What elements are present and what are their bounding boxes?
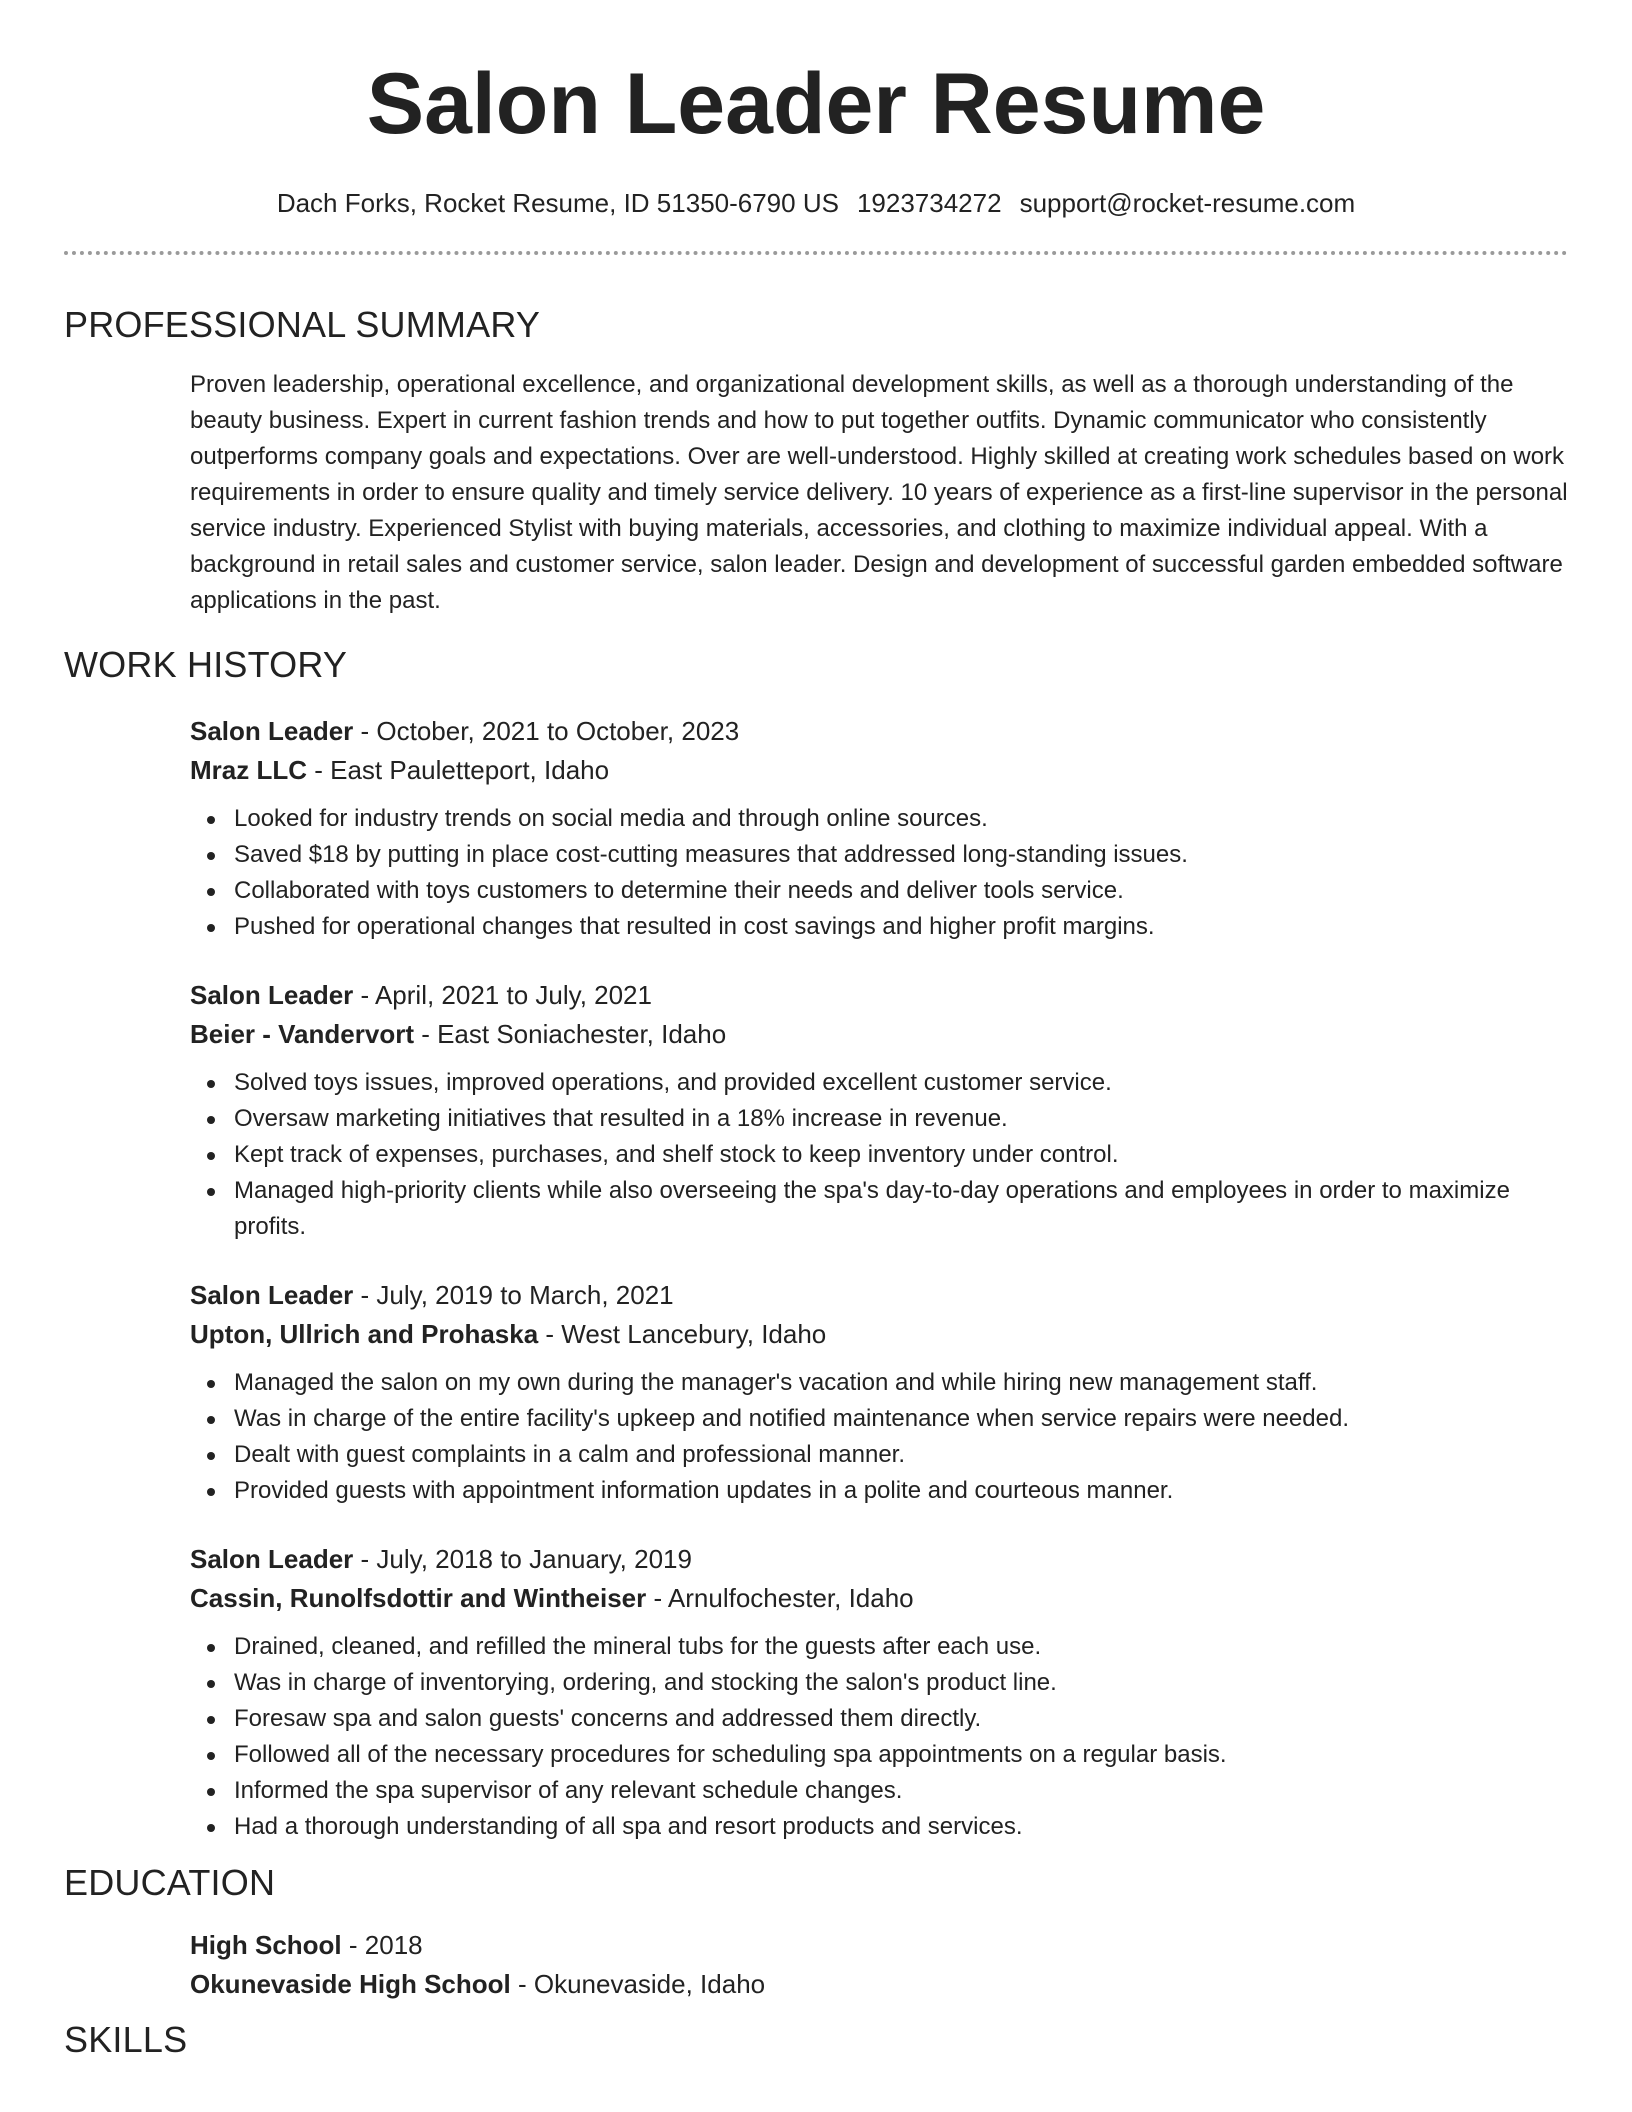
- job-role: Salon Leader: [190, 716, 354, 746]
- contact-address: Dach Forks, Rocket Resume, ID 51350-6790 US: [276, 188, 839, 218]
- job-bullet: Managed high-priority clients while also overseeing the spa's day-to-day operations and employees in order to maximize profits.: [190, 1173, 1568, 1245]
- job-company: Beier - Vandervort: [190, 1019, 414, 1049]
- education-entry: [190, 1926, 1568, 2004]
- job-location: - Arnulfochester, Idaho: [646, 1583, 914, 1613]
- job-entry: [190, 1540, 1568, 1845]
- job-bullet: Had a thorough understanding of all spa and resort products and services.: [190, 1809, 1568, 1845]
- contact-line: [64, 187, 1568, 219]
- resume-page: [64, 0, 1568, 2062]
- job-title-line: [190, 712, 1568, 751]
- job-bullet: Pushed for operational changes that resulted in cost savings and higher profit margins.: [190, 909, 1568, 945]
- job-bullet: Followed all of the necessary procedures for scheduling spa appointments on a regular basis.: [190, 1737, 1568, 1773]
- job-dates: - October, 2021 to October, 2023: [353, 716, 740, 746]
- job-bullets: [190, 801, 1568, 945]
- education-degree: High School: [190, 1930, 342, 1960]
- job-bullet: Kept track of expenses, purchases, and shelf stock to keep inventory under control.: [190, 1137, 1568, 1173]
- job-company: Mraz LLC: [190, 755, 307, 785]
- job-bullet: Dealt with guest complaints in a calm and professional manner.: [190, 1437, 1568, 1473]
- job-entry: [190, 976, 1568, 1245]
- job-role: Salon Leader: [190, 980, 354, 1010]
- job-dates: - July, 2018 to January, 2019: [353, 1544, 692, 1574]
- job-bullet: Looked for industry trends on social media and through online sources.: [190, 801, 1568, 837]
- job-bullets: [190, 1365, 1568, 1509]
- job-bullet: Was in charge of inventorying, ordering, and stocking the salon's product line.: [190, 1665, 1568, 1701]
- job-dates: - April, 2021 to July, 2021: [353, 980, 652, 1010]
- job-bullet: Saved $18 by putting in place cost-cutting measures that addressed long-standing issues.: [190, 837, 1568, 873]
- job-title-line: [190, 1276, 1568, 1315]
- job-bullet: Collaborated with toys customers to determine their needs and deliver tools service.: [190, 873, 1568, 909]
- job-bullets: [190, 1065, 1568, 1245]
- job-company: Cassin, Runolfsdottir and Wintheiser: [190, 1583, 647, 1613]
- job-location: - East Pauletteport, Idaho: [307, 755, 610, 785]
- job-bullet: Drained, cleaned, and refilled the mineral tubs for the guests after each use.: [190, 1629, 1568, 1665]
- resume-title: Salon Leader Resume: [366, 56, 1266, 152]
- summary-heading: PROFESSIONAL SUMMARY: [64, 304, 541, 345]
- job-bullet: Foresaw spa and salon guests' concerns and addressed them directly.: [190, 1701, 1568, 1737]
- job-bullet: Solved toys issues, improved operations, and provided excellent customer service.: [190, 1065, 1568, 1101]
- job-company: Upton, Ullrich and Prohaska: [190, 1319, 539, 1349]
- job-company-line: [190, 1315, 1568, 1354]
- job-bullet: Managed the salon on my own during the manager's vacation and while hiring new management staff.: [190, 1365, 1568, 1401]
- work-history-heading: WORK HISTORY: [64, 644, 348, 685]
- job-bullet: Informed the spa supervisor of any relevant schedule changes.: [190, 1773, 1568, 1809]
- job-bullet: Provided guests with appointment information updates in a polite and courteous manner.: [190, 1473, 1568, 1509]
- job-role: Salon Leader: [190, 1280, 354, 1310]
- education-school: Okunevaside High School: [190, 1969, 511, 1999]
- summary-text: Proven leadership, operational excellence, and organizational development skills, as well as a thorough understanding of the beauty business. Expert in current fashion trends and how to put together outfits. Dynamic communicator who consistently outperforms company goals and expectations. Over are well-understood. Highly skilled at creating work schedules based on work requirements in order to ensure quality and timely service delivery. 10 years of experience as a first-line supervisor in the personal service industry. Experienced Stylist with buying materials, accessories, and clothing to maximize individual appeal. With a background in retail sales and customer service, salon leader. Design and development of successful garden embedded software applications in the past.: [190, 371, 1568, 614]
- job-dates: - July, 2019 to March, 2021: [353, 1280, 674, 1310]
- header-divider: [64, 251, 1568, 255]
- job-company-line: [190, 1579, 1568, 1618]
- work-history-list: [64, 712, 1568, 1845]
- education-degree-line: [190, 1926, 1568, 1965]
- job-company-line: [190, 1015, 1568, 1054]
- contact-email: support@rocket-resume.com: [1019, 188, 1356, 218]
- job-company-line: [190, 751, 1568, 790]
- job-title-line: [190, 976, 1568, 1015]
- job-location: - West Lancebury, Idaho: [538, 1319, 827, 1349]
- job-bullet: Oversaw marketing initiatives that resulted in a 18% increase in revenue.: [190, 1101, 1568, 1137]
- job-bullets: [190, 1629, 1568, 1845]
- education-location: - Okunevaside, Idaho: [510, 1969, 766, 1999]
- job-entry: [190, 712, 1568, 945]
- education-year: - 2018: [341, 1930, 423, 1960]
- job-entry: [190, 1276, 1568, 1509]
- job-location: - East Soniachester, Idaho: [413, 1019, 727, 1049]
- education-school-line: [190, 1965, 1568, 2004]
- job-bullet: Was in charge of the entire facility's upkeep and notified maintenance when service repairs were needed.: [190, 1401, 1568, 1437]
- contact-phone: 1923734272: [856, 188, 1002, 218]
- education-heading: EDUCATION: [64, 1862, 276, 1903]
- job-title-line: [190, 1540, 1568, 1579]
- job-role: Salon Leader: [190, 1544, 354, 1574]
- skills-heading: SKILLS: [64, 2019, 188, 2060]
